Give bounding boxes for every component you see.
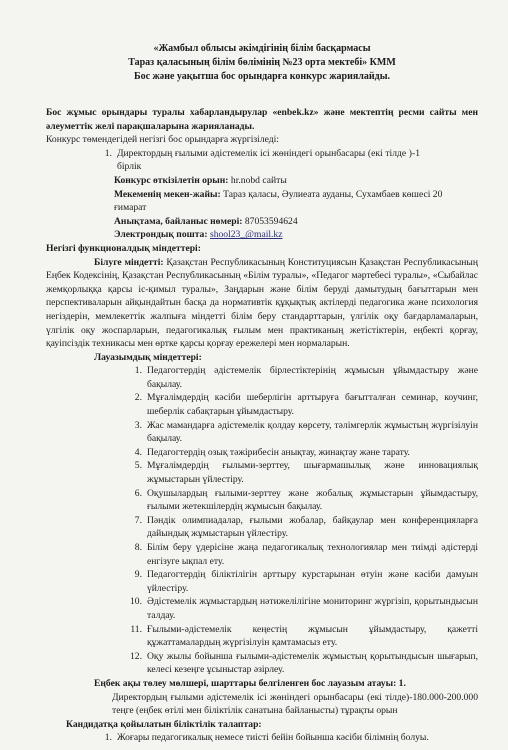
- duty-item-text: Оқу жылы бойынша ғылыми-әдістемелік жұмыстың қорытындысын шығарып, келесі кезеңге ұсыныстар әзірлеу.: [147, 650, 478, 676]
- salary-heading: Еңбек ақы төлеу мөлшері, шарттары белгіленген бос лауазым атауы: 1.: [94, 677, 406, 689]
- email-row: [114, 228, 444, 242]
- position-item: [46, 147, 420, 174]
- duty-item: [120, 650, 478, 677]
- duty-item: [120, 541, 478, 568]
- duty-item-text: Білім беру үдерісіне жаңа педагогикалық технологиялар мен тиімді әдістерді енгізуге ықпал ету.: [147, 542, 478, 567]
- duty-item: [120, 623, 478, 650]
- duty-item-number: 5.: [134, 460, 142, 472]
- competition-line: Конкурс төмендегідей негізгі бос орындарға жүргізіледі:: [46, 134, 279, 146]
- duty-item: [120, 514, 478, 541]
- duty-item-text: Ғылыми-әдістемелік кеңестің жұмысын ұйымдастыру, қажетті құжаттамалардың жүргізілуін қамтамасыз ету.: [147, 623, 478, 649]
- duties-list: [46, 364, 478, 677]
- duty-item-number: 11.: [130, 623, 142, 635]
- duty-item-text: Әдістемелік жұмыстардың нәтижелілігіне мониторинг жүргізіп, қорытындысын талдау.: [147, 596, 478, 621]
- document-header: [46, 42, 478, 84]
- email-label: Электрондық пошта:: [114, 229, 208, 241]
- duty-item-text: Педагогтердің біліктілігін арттыру курстарынан өтуін және кәсіби дамуын үйлестіру.: [147, 569, 478, 594]
- duty-item: [120, 595, 478, 622]
- announcement-text: Бос жұмыс орындары туралы хабарландырулар «enbek.kz» және мектептің ресми сайты мен әлеуметтік желі парақшаларына жарияланады.: [46, 107, 478, 132]
- qualification-item-number: 1.: [104, 732, 112, 744]
- address-label: Мекеменің мекен-жайы:: [114, 188, 221, 200]
- qualification-item-text: Жоғары педагогикалық немесе тиісті бейін бойынша кәсіби білімнің болуы.: [117, 732, 429, 744]
- venue-value: hr.nobd сайты: [230, 174, 287, 186]
- duty-item-number: 6.: [134, 487, 142, 499]
- duty-item: [120, 364, 478, 391]
- phone-value: 87053594624: [244, 215, 298, 227]
- qualification-list: [46, 731, 478, 745]
- edu-text: Қазақстан Республикасының Конституциясын Қазақстан Республикасының Еңбек Кодексінің, Қазақстан Республикасының «Білім туралы», «Педагог мәртебесі туралы», «Сыбайлас жемқорлыққа қарсы іс-қимыл туралы», Заңдарын және білім беруді дамытудың бағыттарын мен перспективаларын айқындайтын басқа да нормативтік құқықтық актілерді педагогика және психология негіздерін, мемлекеттік жалпыға міндетті білім беру стандарттарын, үлгілік оқу бағдарламаларын, үлгілік оқу жоспарларын, педагогикалық ғылым мен практиканың жетістіктерін, еңбекті қорғау, қауіпсіздік техникасы мен өртке қарсы қорғау ережелері мен нормаларын.: [46, 256, 478, 350]
- address-row: [114, 188, 444, 215]
- duty-item-text: Пәндік олимпиадалар, ғылыми жобалар, байқаулар мен конференцияларға дайындық жұмыстарын үйлестіру.: [147, 514, 478, 540]
- venue-label: Конкурс өткізілетін орын:: [114, 174, 229, 186]
- duty-item: [120, 446, 478, 460]
- header-line-2: Тараз қаласының білім бөлімінің №23 орта мектебі» КММ: [128, 57, 396, 68]
- duty-item-number: 8.: [134, 542, 142, 553]
- duty-item-number: 9.: [134, 569, 142, 581]
- duty-item-text: Мұғалімдердің кәсіби шеберлігін арттыруға бағытталған семинар, коучинг, шеберлік сабақтарын ұйымдастыру.: [147, 392, 478, 418]
- duty-item-number: 12.: [130, 650, 142, 662]
- duty-item: [120, 391, 478, 418]
- duty-item-number: 10.: [130, 596, 142, 608]
- address-value: Тараз қаласы, Әулиеата ауданы, Сухамбаев көшесі 20 ғимарат: [114, 188, 443, 214]
- edu-label: Білуге міндетті:: [94, 256, 164, 268]
- duty-item-text: Жас мамандарға әдістемелік қолдау көрсету, тәлімгерлік жұмыстың жүргізілуін бақылау.: [147, 419, 478, 445]
- qualification-heading: Кандидатқа қойылатын біліктілік талаптар:: [66, 718, 262, 730]
- duties-heading: Лауазымдық міндеттері:: [94, 351, 202, 363]
- duty-item-text: Мұғалімдердің ғылыми-зерттеу, шығармашылық және инновациялық жұмыстарын үйлестіру.: [147, 460, 478, 486]
- duty-item-text: Оқушылардың ғылыми-зерттеу және жобалық жұмыстарын ұйымдастыру, ғылыми жетекшілердің жұмысын бақылау.: [147, 487, 478, 513]
- duty-item-number: 7.: [134, 514, 142, 526]
- duty-item-number: 2.: [134, 392, 142, 404]
- phone-label: Анықтама, байланыс нөмері:: [114, 215, 243, 227]
- position-text: Директордың ғылыми әдістемелік ісі жөніндегі орынбасары (екі тілде )-1 бірлік: [117, 147, 420, 173]
- duty-item-number: 1.: [134, 365, 142, 377]
- duty-item-number: 3.: [134, 419, 142, 431]
- duty-item: [120, 459, 478, 486]
- functional-heading: Негізгі функционалдық міндеттері:: [46, 242, 201, 254]
- duty-item: [120, 568, 478, 595]
- email-link[interactable]: shool23_@mail.kz: [209, 229, 283, 241]
- duty-item: [120, 419, 478, 446]
- salary-text: Директордың ғылыми әдістемелік ісі жөніндегі орынбасары (екі тілде)-180.000-200.000 теңге (еңбек өтілі мен біліктілік санатына байланысты) тұрақты орын: [112, 691, 478, 717]
- contact-block: [46, 174, 444, 242]
- qualification-item: [90, 731, 478, 745]
- venue-row: [114, 174, 444, 188]
- position-number: 1.: [104, 147, 112, 159]
- duty-item-text: Педагогтердің әдістемелік бірлестіктерінің жұмысын ұйымдастыру және бақылау.: [147, 365, 478, 390]
- functional-paragraph: [46, 256, 478, 351]
- duty-item-number: 4.: [134, 446, 142, 458]
- duty-item: [120, 487, 478, 514]
- header-line-1: «Жамбыл облысы әкімдігінің білім басқармасы: [153, 43, 371, 54]
- header-line-3: Бос және уақытша бос орындарға конкурс жариялайды.: [133, 71, 391, 82]
- duty-item-text: Педагогтердің озық тәжірибесін анықтау, жинақтау және тарату.: [147, 446, 410, 458]
- phone-row: [114, 215, 444, 229]
